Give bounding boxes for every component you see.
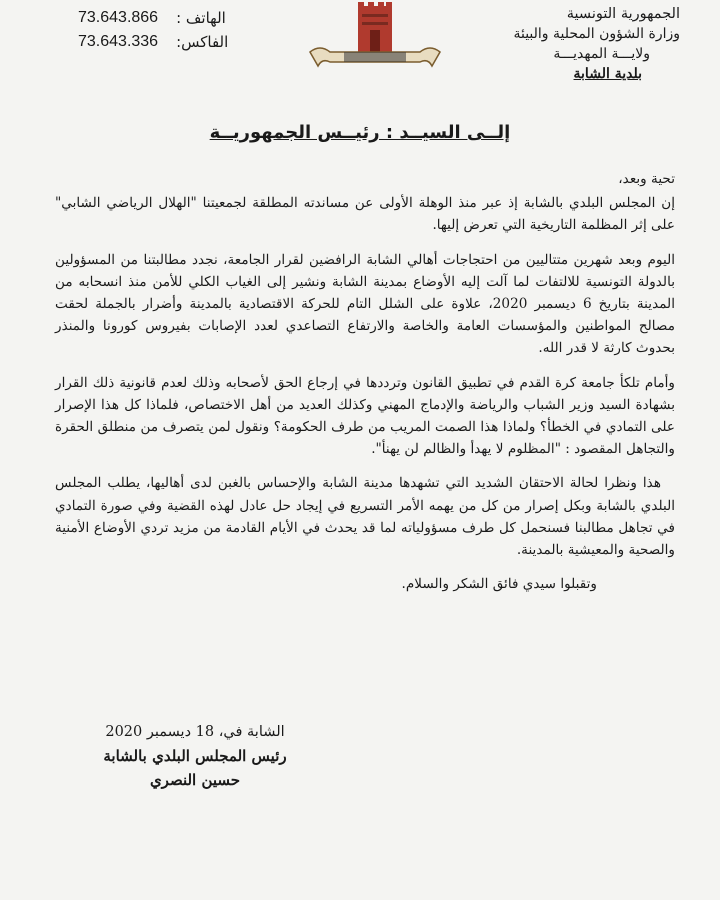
paragraph-4: هذا ونظرا لحالة الاحتقان الشديد التي تشهدها مدينة الشابة والإحساس بالغبن لدى أهاليها، يطلب المجلس البلدي بالشابة وبكل إصرار من كل من يهمه الأمر التسريع في إيجاد حل عادل لهذه القضية وفي صورة التمادي في تجاهل مطالبنا فسنحمل كل طرف مسؤولياته لما قد يحدث في الأيام القادمة من مزيد تردي الأوضاع الأمنية والصحية والمعيشية بالمدينة.	[55, 475, 675, 559]
paragraph-1: إن المجلس البلدي بالشابة إذ عبر منذ الوهلة الأولى عن مساندته المطلقة لجمعيتنا "الهلال الرياضي الشابي" على إثر المظلمة التاريخية التي تعرض إليها.	[55, 195, 675, 234]
phone-label: الهاتف :	[176, 9, 226, 27]
addressee-text: إلــى السيــد : رئيــس الجمهوريــة	[209, 122, 511, 143]
paragraph-2: اليوم وبعد شهرين متتاليين من احتجاجات أهالي الشابة الرافضين لقرار الجامعة، نجدد مطالبتنا من المسؤولين بالدولة التونسية للالتفات لما آلت إليه الأوضاع بمدينة الشابة ونشير إلى الغياب الكلي للأمن منذ انسحابه من المدينة بتاريخ 6 ديسمبر 2020، علاوة على الشلل التام للحركة الاقتصادية بالمدينة وأضرار بالجملة لحقت مصالح المواطنين والمؤسسات العامة والخاصة والارتفاع التصاعدي لعدد الإصابات بفيروس كورونا والمنذر بحدوث كارثة لا قدر الله.	[55, 251, 675, 357]
phone-number: 73.643.866	[78, 9, 159, 26]
fax-label: الفاكس:	[176, 33, 229, 51]
municipality-logo	[300, 0, 450, 80]
authority-ministry: وزارة الشؤون المحلية والبيئة	[513, 26, 680, 42]
addressee-line	[0, 122, 720, 143]
signature-block	[60, 720, 330, 792]
closing-line: وتقبلوا سيدي فائق الشكر والسلام.	[401, 576, 597, 593]
authority-municipality: بلدية الشابة	[573, 66, 642, 82]
signature-date: الشابة في، 18 ديسمبر 2020	[105, 724, 285, 740]
fax-number: 73.643.336	[78, 33, 159, 50]
letter-body	[55, 168, 675, 607]
signature-title: رئيس المجلس البلدي بالشابة	[103, 747, 287, 765]
greeting: تحية وبعد،	[618, 171, 675, 187]
fax-row	[78, 30, 228, 54]
contact-info	[78, 6, 228, 54]
authority-governorate: ولايـــة المهديـــة	[553, 46, 650, 62]
paragraph-3: وأمام تلكأ جامعة كرة القدم في تطبيق القانون وترددها في إرجاع الحق لأصحابه وذلك لعدم قانونية ذلك القرار بشهادة السيد وزير الشباب والرياضة والإدماج المهني وكذلك العديد من أهل الاختصاص، فلماذا كل هذا الإصرار على التمادي في الخطأ؟ ولماذا هذا الصمت المريب من طرف الحكومة؟ ونقول لمن يتصرف من منطلق الحقرة والتجاهل المقصود : "المظلوم لا يهدأ والظالم لن يهنأ".	[55, 374, 675, 458]
issuing-authority	[430, 4, 680, 84]
phone-row	[78, 6, 228, 30]
signature-name: حسين النصري	[149, 771, 241, 789]
authority-republic: الجمهورية التونسية	[566, 6, 680, 22]
